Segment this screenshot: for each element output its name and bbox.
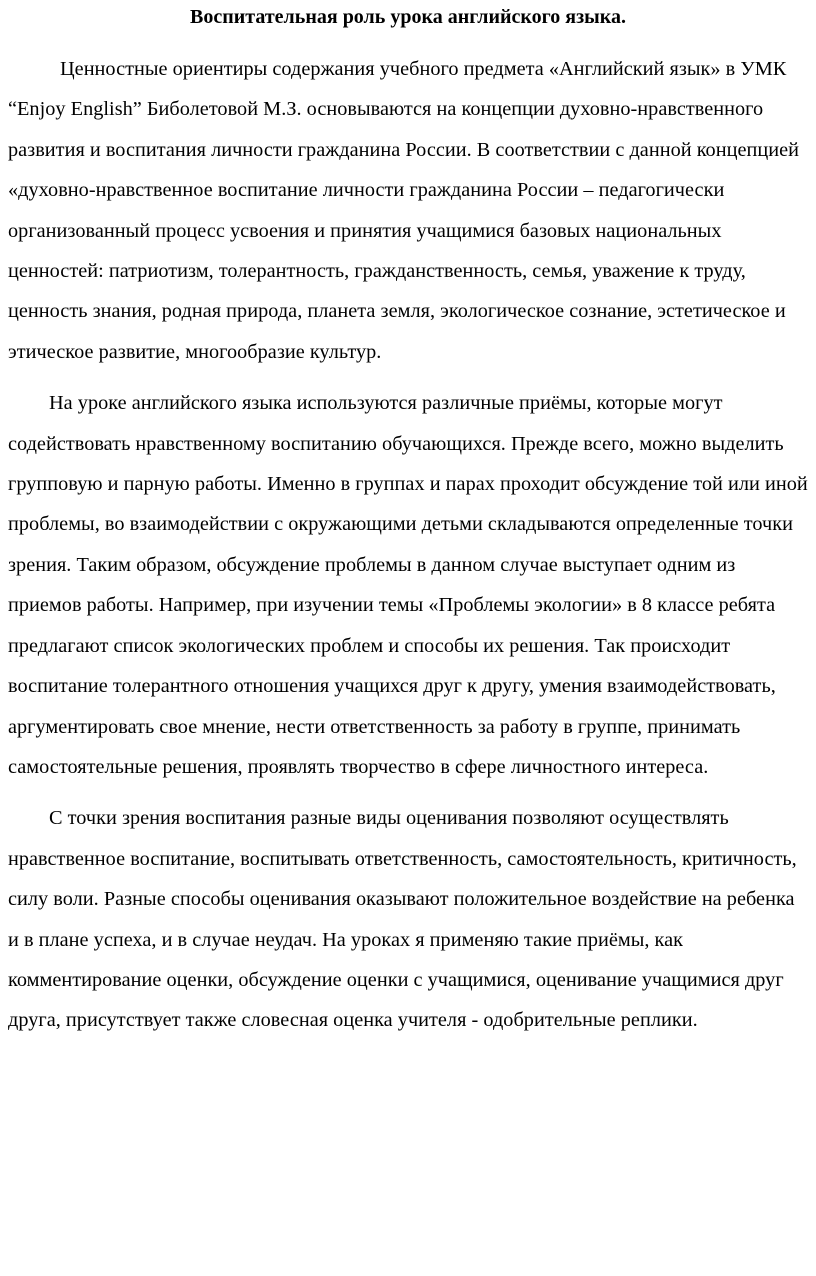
paragraph-assessment: С точки зрения воспитания разные виды оценивания позволяют осуществлять нравственное воспитание, воспитывать ответственность, самостоятельность, критичность, силу воли. Разные способы оценивания оказывают положительное воздействие на ребенка и в плане успеха, и в случае неудач. На уроках я применяю такие приёмы, как комментирование оценки, обсуждение оценки с учащимися, оценивание учащимися друг друга, присутствует также словесная оценка учителя - одобрительные реплики.	[8, 807, 797, 1032]
document-title: Воспитательная роль урока английского языка.	[190, 6, 626, 28]
paragraph-values-orientation: Ценностные ориентиры содержания учебного предмета «Английский язык» в УМК “Enjoy English” Биболетовой М.З. основываются на концепции духовно-нравственного развития и воспитания личности гражданина России. В соответствии с данной концепцией «духовно-нравственное воспитание личности гражданина России – педагогически организованный процесс усвоения и принятия учащимися базовых национальных ценностей: патриотизм, толерантность, гражданственность, семья, уважение к труду, ценность знания, родная природа, планета земля, экологическое сознание, эстетическое и этическое развитие, многообразие культур.	[8, 58, 799, 363]
paragraph-teaching-techniques: На уроке английского языка используются различные приёмы, которые могут содействовать нравственному воспитанию обучающихся. Прежде всего, можно выделить групповую и парную работы. Именно в группах и парах проходит обсуждение той или иной проблемы, во взаимодействии с окружающими детьми складываются определенные точки зрения. Таким образом, обсуждение проблемы в данном случае выступает одним из приемов работы. Например, при изучении темы «Проблемы экологии» в 8 классе ребята предлагают список экологических проблем и способы их решения. Так происходит воспитание толерантного отношения учащихся друг к другу, умения взаимодействовать, аргументировать свое мнение, нести ответственность за работу в группе, принимать самостоятельные решения, проявлять творчество в сфере личностного интереса.	[8, 392, 808, 778]
